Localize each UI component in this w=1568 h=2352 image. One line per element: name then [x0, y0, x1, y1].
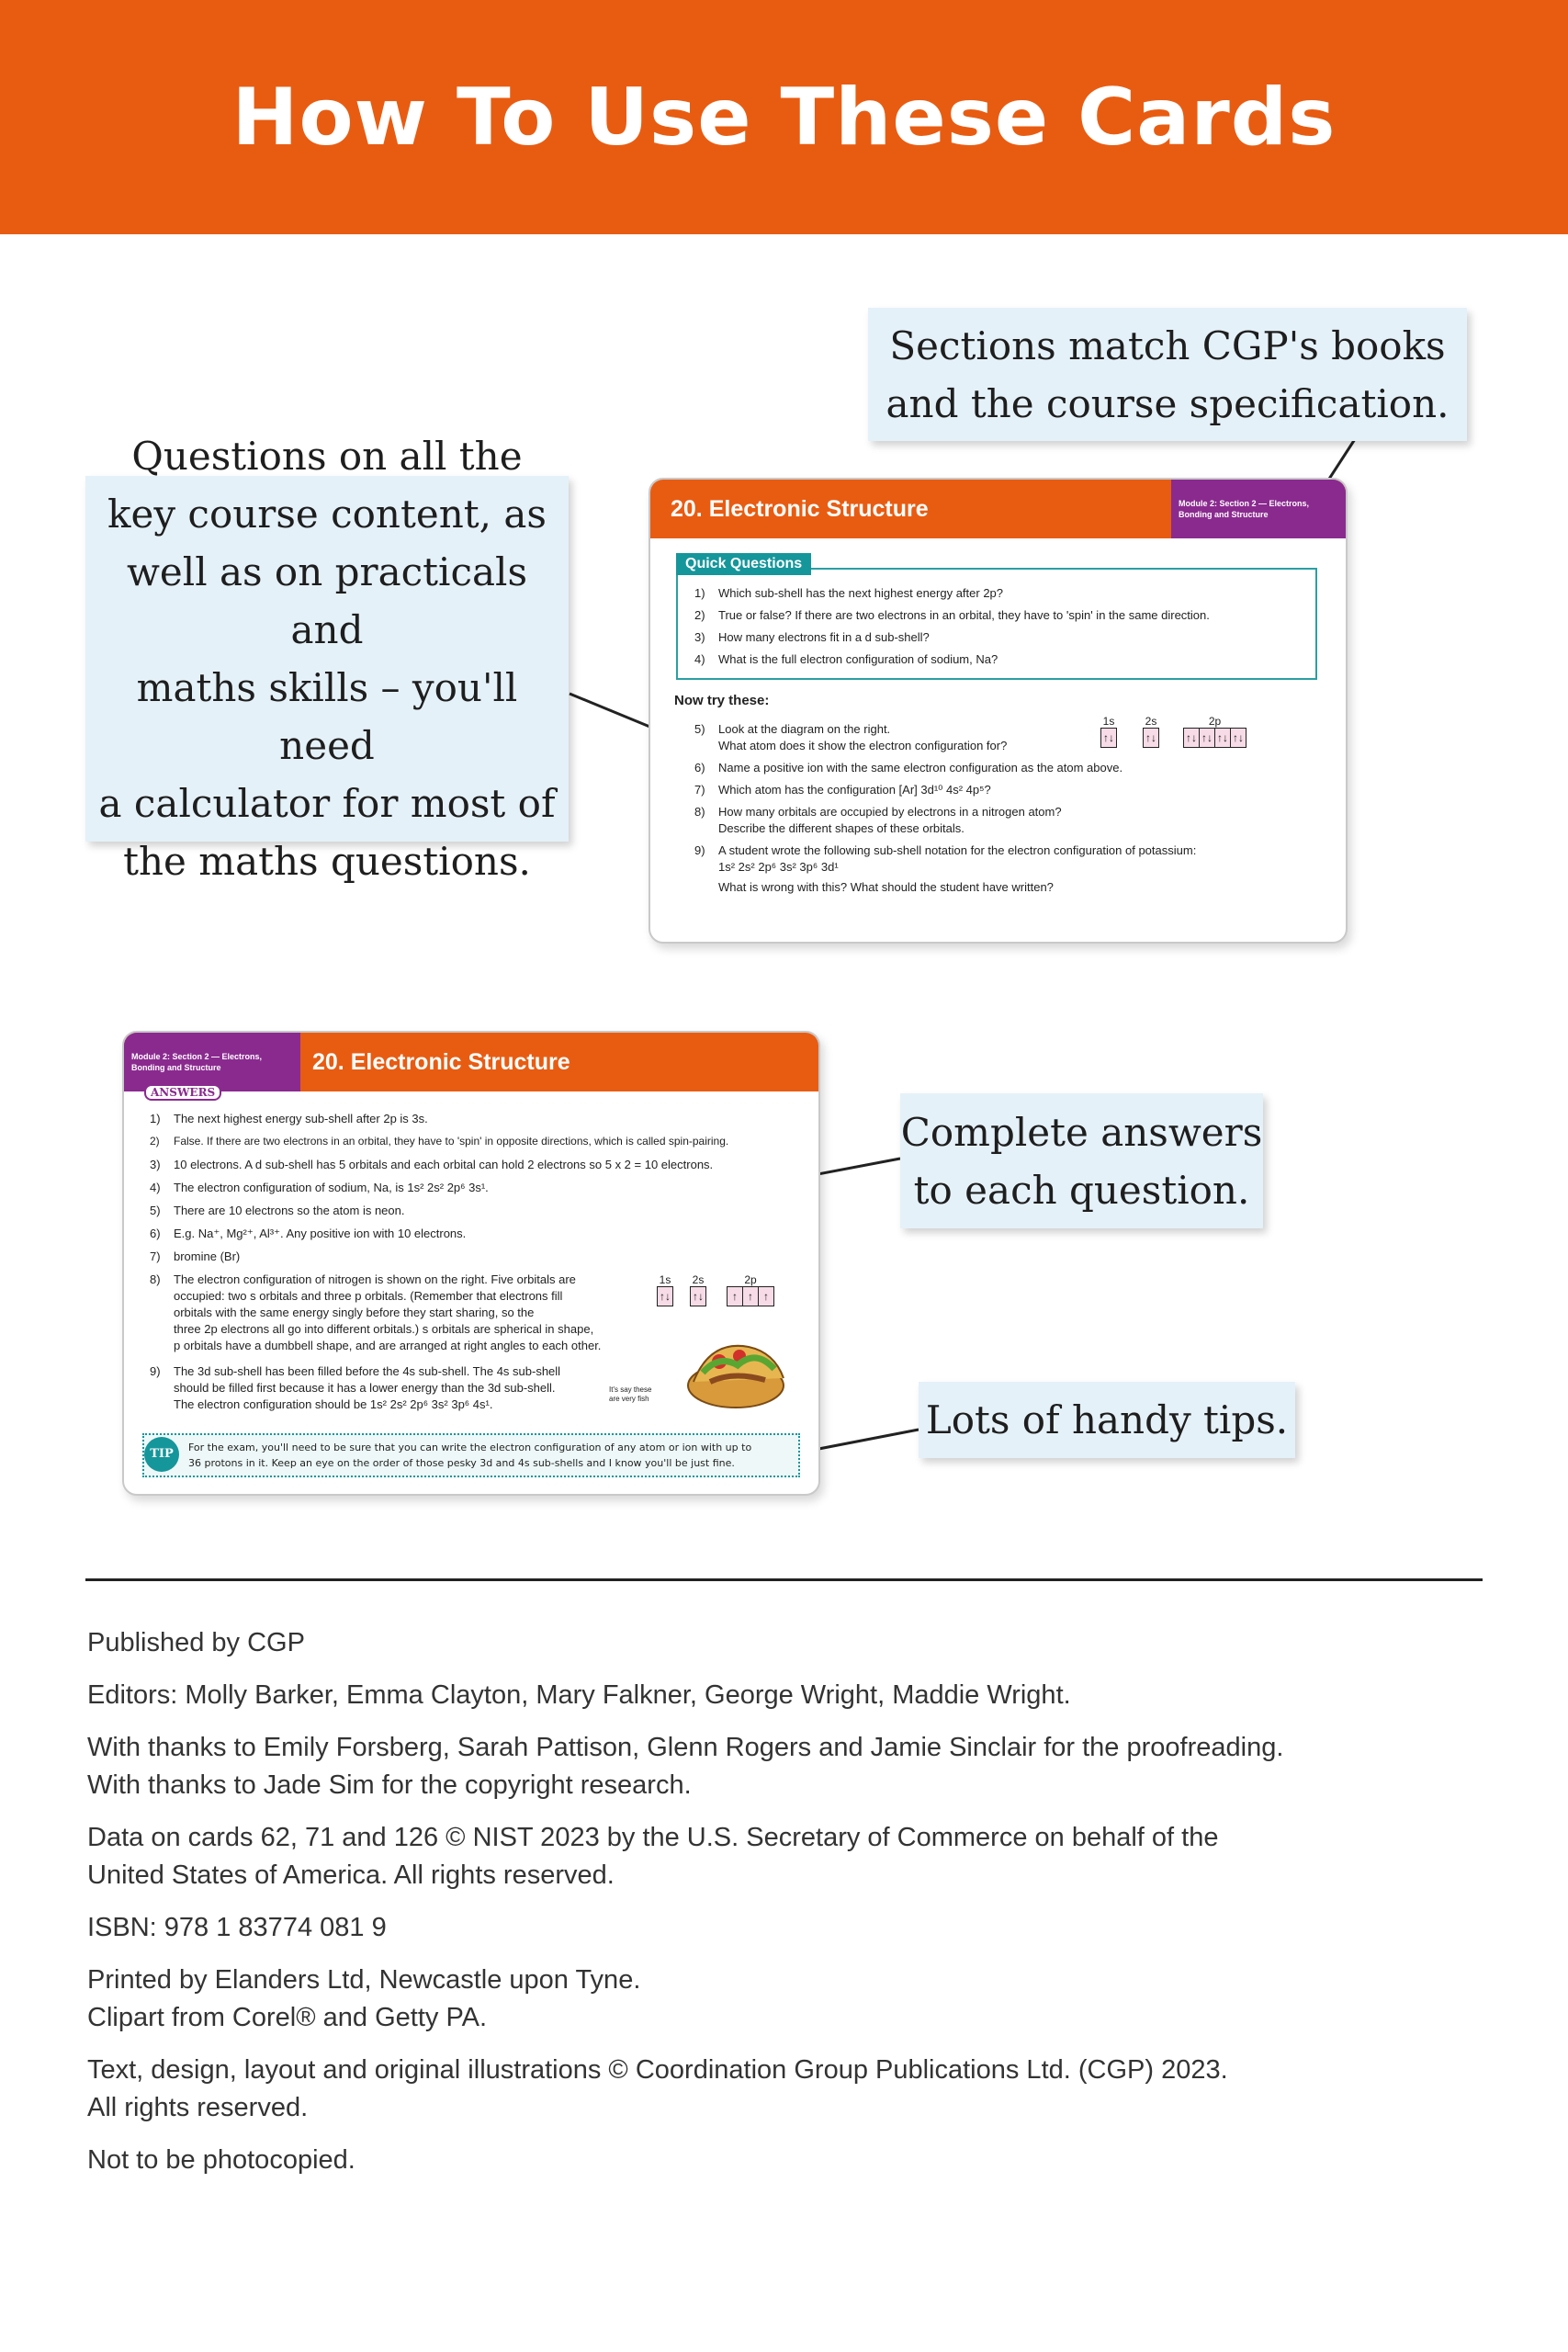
- answer-item: p orbitals have a dumbbell shape, and are arranged at right angles to each other.: [174, 1339, 602, 1352]
- callout-answers: [900, 1093, 1263, 1228]
- question-item: 2) True or false? If there are two electrons in an orbital, they have to 'spin' in the same direction.: [694, 608, 1210, 622]
- question-item: 8) How many orbitals are occupied by electrons in a nitrogen atom?: [694, 805, 1062, 819]
- credit-editors: Editors: Molly Barker, Emma Clayton, Mary Falkner, George Wright, Maddie Wright.: [87, 1680, 1071, 1710]
- callout-line: Sections match CGP's books: [889, 322, 1446, 368]
- orbital-diagram-2s: 2s ↑↓: [690, 1273, 706, 1306]
- callout-line: to each question.: [913, 1167, 1250, 1213]
- question-item: 1) Which sub-shell has the next highest energy after 2p?: [694, 586, 1004, 600]
- section-tag: [124, 1033, 300, 1091]
- orbital-diagram-2s: 2s ↑↓: [1143, 715, 1159, 748]
- credit-copyright: Text, design, layout and original illustrations © Coordination Group Publications Ltd. (CGP) 2023. All rights reserved.: [87, 2055, 1228, 2122]
- orbital-diagram-1s: 1s ↑↓: [1100, 715, 1117, 748]
- answer-item: 6) E.g. Na⁺, Mg²⁺, Al³⁺. Any positive ion with 10 electrons.: [150, 1227, 467, 1240]
- tip-badge: TIP: [144, 1437, 179, 1472]
- callout-line: a calculator for most of: [98, 781, 556, 826]
- question-card: [649, 478, 1348, 944]
- orbital-diagram-2p: 2p ↑↓ ↑↓ ↑↓ ↑↓: [1183, 715, 1247, 748]
- callout-sections: [868, 308, 1467, 441]
- answer-item: orbitals with the same energy singly before they start sharing, so the: [174, 1306, 535, 1319]
- answer-item: The electron configuration should be 1s² 2s² 2p⁶ 3s² 3p⁶ 4s¹.: [174, 1397, 493, 1411]
- credit-printer: Printed by Elanders Ltd, Newcastle upon Tyne. Clipart from Corel® and Getty PA.: [87, 1965, 641, 2032]
- taco-illustration: [682, 1329, 796, 1413]
- callout-line: the maths questions.: [123, 839, 531, 884]
- question-item: What atom does it show the electron configuration for?: [718, 739, 1008, 752]
- quick-questions-label: Quick Questions: [676, 553, 811, 575]
- answer-item: 5) There are 10 electrons so the atom is neon.: [150, 1204, 405, 1217]
- question-item: 7) Which atom has the configuration [Ar] 3d¹⁰ 4s² 4p⁵?: [694, 783, 991, 797]
- question-item: 3) How many electrons fit in a d sub-shell?: [694, 630, 930, 644]
- credit-isbn: ISBN: 978 1 83774 081 9: [87, 1913, 387, 1942]
- answer-card: [122, 1031, 820, 1496]
- orbital-diagram-1s: 1s ↑↓: [657, 1273, 673, 1306]
- credit-publisher: Published by CGP: [87, 1628, 305, 1657]
- publication-credits: [87, 1624, 1465, 2194]
- answer-item: three 2p electrons all go into different orbitals.) s orbitals are spherical in shape,: [174, 1322, 594, 1336]
- section-tag: [1171, 480, 1346, 538]
- callout-line: Questions on all the: [131, 434, 523, 479]
- question-item: What is wrong with this? What should the student have written?: [718, 880, 1054, 894]
- answer-item: 8) The electron configuration of nitrogen is shown on the right. Five orbitals are: [150, 1272, 576, 1286]
- now-try-heading: Now try these:: [674, 693, 770, 708]
- answer-item: 1) The next highest energy sub-shell after 2p is 3s.: [150, 1112, 428, 1125]
- card-title: 20. Electronic Structure: [312, 1049, 570, 1075]
- section-tag-line: Bonding and Structure: [1179, 510, 1269, 519]
- callout-line: Lots of handy tips.: [925, 1397, 1289, 1442]
- section-tag-line: Module 2: Section 2 — Electrons,: [1179, 499, 1310, 508]
- callout-line: well as on practicals and: [126, 549, 528, 652]
- answer-item: 2) False. If there are two electrons in an orbital, they have to 'spin' in opposite directions, which is called spin-pairing.: [150, 1135, 729, 1148]
- credit-proofreading: With thanks to Emily Forsberg, Sarah Pattison, Glenn Rogers and Jamie Sinclair for the proofreading. With thanks to Jade Sim for the copyright research.: [87, 1733, 1284, 1800]
- question-item: 1s² 2s² 2p⁶ 3s² 3p⁶ 3d¹: [718, 860, 839, 874]
- callout-line: Complete answers: [900, 1109, 1263, 1155]
- section-divider: [85, 1578, 1483, 1581]
- answer-item: 7) bromine (Br): [150, 1250, 241, 1263]
- callout-line: and the course specification.: [886, 380, 1450, 426]
- callout-tips: [919, 1382, 1295, 1458]
- section-tag-line: Module 2: Section 2 — Electrons,: [131, 1052, 263, 1061]
- orbital-diagram-2p: 2p ↑ ↑ ↑: [727, 1273, 774, 1306]
- answers-label: ANSWERS: [144, 1084, 221, 1101]
- answer-item: 4) The electron configuration of sodium, Na, is 1s² 2s² 2p⁶ 3s¹.: [150, 1181, 489, 1194]
- tip-text: For the exam, you'll need to be sure that you can write the electron configuration of any atom or ion with up to 36 protons in it. Keep an eye on the order of those pesky 3d and 4s sub-shells and I know you'll be just fine.: [188, 1442, 752, 1469]
- question-item: Describe the different shapes of these orbitals.: [718, 821, 964, 835]
- callout-line: maths skills – you'll need: [136, 665, 518, 768]
- callout-questions: [85, 434, 569, 884]
- question-item: 4) What is the full electron configuration of sodium, Na?: [694, 652, 998, 666]
- page-title: How To Use These Cards: [231, 71, 1337, 164]
- section-tag-line: Bonding and Structure: [131, 1063, 221, 1072]
- credit-data: Data on cards 62, 71 and 126 © NIST 2023 by the U.S. Secretary of Commerce on behalf of the United States of America. All rights reserved.: [87, 1823, 1219, 1890]
- answer-item: 9) The 3d sub-shell has been filled before the 4s sub-shell. The 4s sub-shell: [150, 1364, 561, 1378]
- answer-item: 3) 10 electrons. A d sub-shell has 5 orbitals and each orbital can hold 2 electrons so 5 x 2 = 10 electrons.: [150, 1158, 714, 1171]
- card-title: 20. Electronic Structure: [671, 496, 929, 522]
- taco-caption: It's say these are very fish: [609, 1385, 652, 1403]
- question-item: 9) A student wrote the following sub-shell notation for the electron configuration of potassium:: [694, 843, 1197, 857]
- callout-line: key course content, as: [107, 492, 547, 537]
- credit-notice: Not to be photocopied.: [87, 2145, 355, 2175]
- question-item: 6) Name a positive ion with the same electron configuration as the atom above.: [694, 761, 1123, 775]
- question-item: 5) Look at the diagram on the right.: [694, 722, 891, 736]
- answer-item: should be filled first because it has a lower energy than the 3d sub-shell.: [174, 1381, 556, 1395]
- answer-item: occupied: two s orbitals and three p orbitals. (Remember that electrons fill: [174, 1289, 563, 1303]
